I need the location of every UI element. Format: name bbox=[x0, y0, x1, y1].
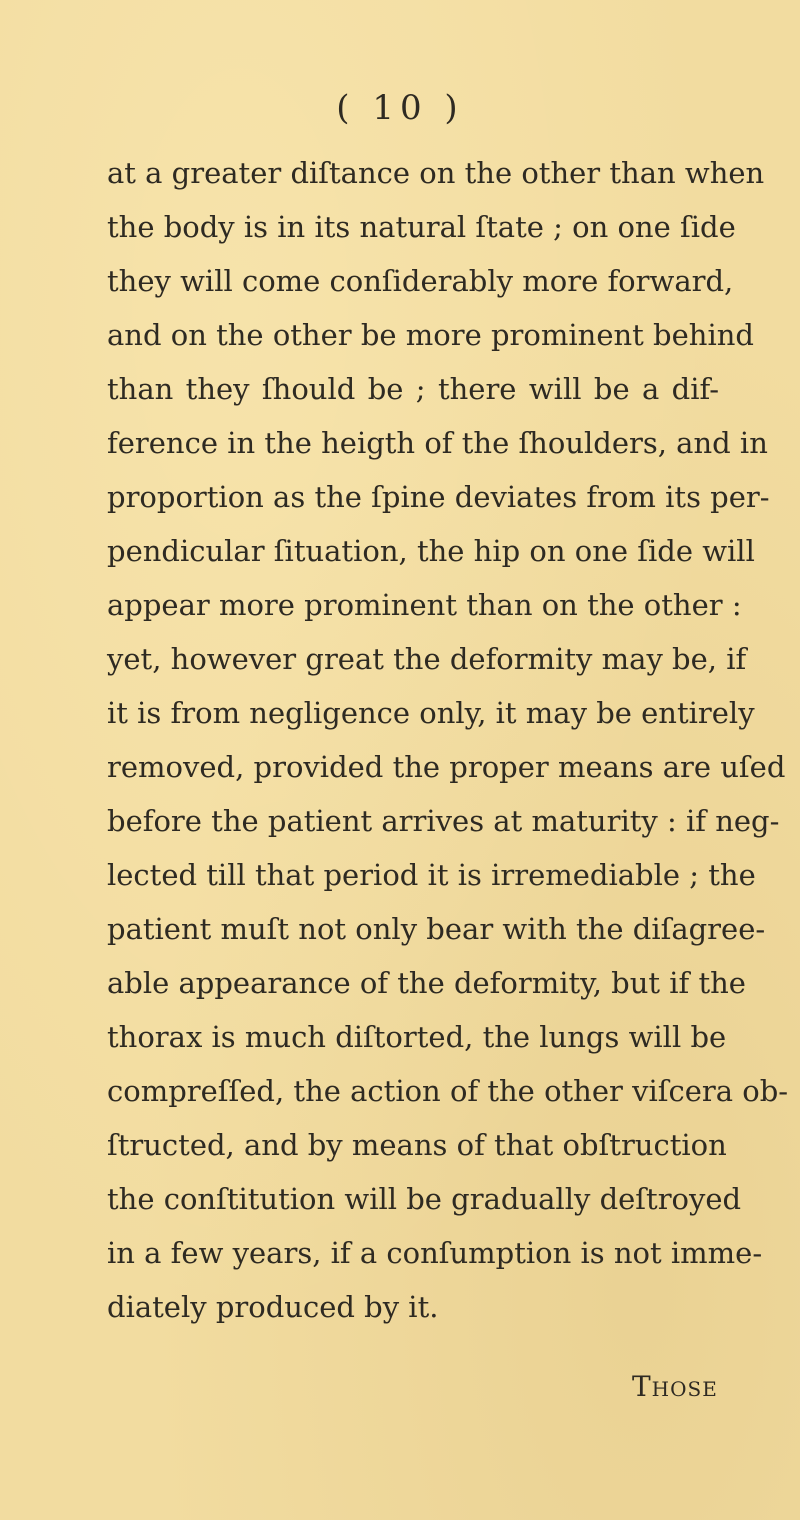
text-line: it is from negligence only, it may be entirely bbox=[107, 696, 755, 730]
text-line: at a greater diſtance on the other than when bbox=[107, 156, 765, 190]
text-line: ſtructed, and by means of that obſtruction bbox=[107, 1128, 727, 1162]
text-line: yet, however great the deformity may be, if bbox=[107, 642, 747, 676]
text-line: patient muſt not only bear with the diſagree- bbox=[107, 912, 766, 946]
text-line: proportion as the ſpine deviates from its per- bbox=[107, 480, 770, 514]
text-line: before the patient arrives at maturity : if neg- bbox=[107, 804, 780, 838]
text-line: than they ſhould be ; there will be a dif- bbox=[107, 372, 719, 406]
text-line: compreſſed, the action of the other viſcera ob- bbox=[107, 1074, 789, 1108]
text-line: the body is in its natural ſtate ; on one ſide bbox=[107, 210, 736, 244]
text-line: thorax is much diſtorted, the lungs will be bbox=[107, 1020, 727, 1054]
text-line: appear more prominent than on the other : bbox=[107, 588, 742, 622]
page-number: ( 10 ) bbox=[336, 88, 464, 128]
catchword: Those bbox=[632, 1370, 718, 1403]
text-line: the conſtitution will be gradually deſtroyed bbox=[107, 1182, 742, 1216]
text-line: ference in the heigth of the ſhoulders, and in bbox=[107, 426, 768, 460]
text-line: in a few years, if a conſumption is not imme- bbox=[107, 1236, 763, 1270]
text-line: and on the other be more prominent behind bbox=[107, 318, 754, 352]
text-line: lected till that period it is irremediable ; the bbox=[107, 858, 756, 892]
text-line: pendicular ſituation, the hip on one ſide will bbox=[107, 534, 755, 568]
text-line: diately produced by it. bbox=[107, 1290, 439, 1324]
text-line: able appearance of the deformity, but if the bbox=[107, 966, 746, 1000]
text-line: they will come conſiderably more forward, bbox=[107, 264, 734, 298]
text-line: removed, provided the proper means are uſed bbox=[107, 750, 786, 784]
